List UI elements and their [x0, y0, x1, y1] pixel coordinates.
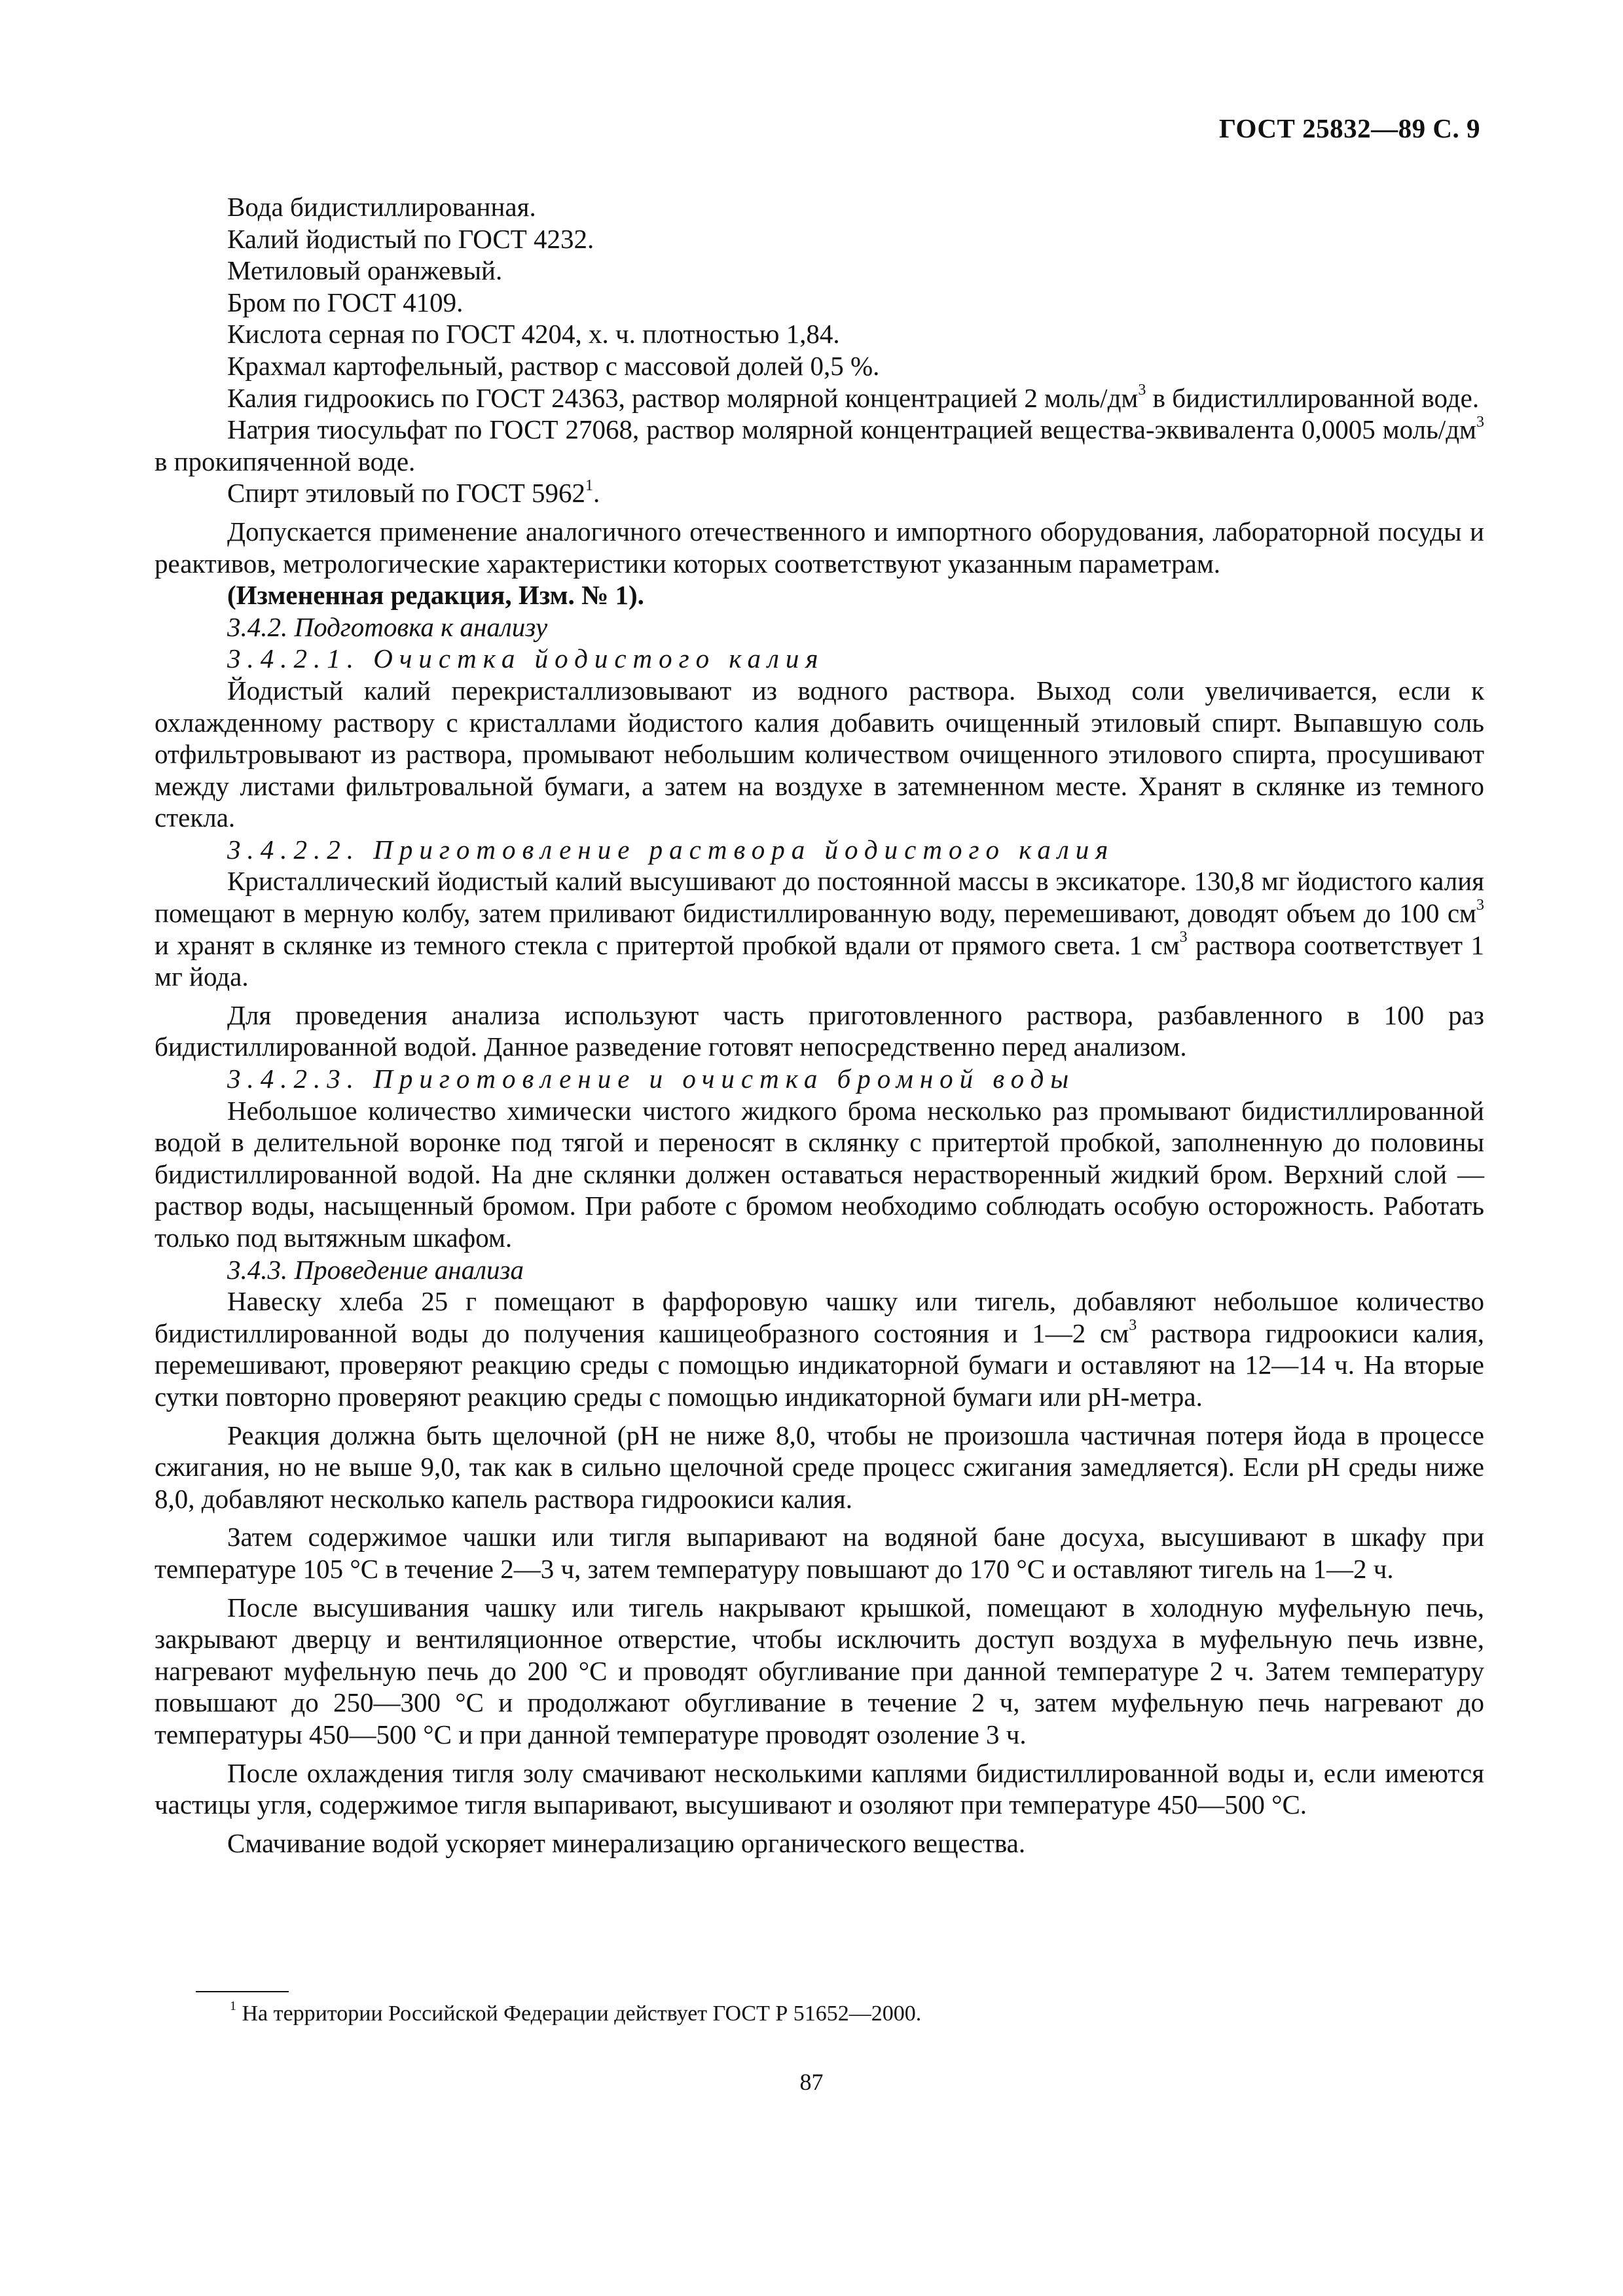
paragraph: Допускается применение аналогичного отечественного и импортного оборудования, лабораторной посуды и реактивов, метрологические характеристики которых соответствуют указанным параметрам. — [155, 516, 1484, 579]
reagent-item: Крахмал картофельный, раствор с массовой долей 0,5 %. — [227, 350, 880, 381]
subsection-heading: 3.4.2.1. Очистка йодистого калия — [227, 643, 825, 674]
footnote: $^1$ На территории Российской Федерации действует ГОСТ Р 51652—2000. — [230, 1998, 922, 2026]
paragraph: Для проведения анализа используют часть приготовленного раствора, разбавленного в 100 раз бидистиллированной водой. Данное разведение готовят непосредственно перед анализом. — [155, 999, 1484, 1062]
reagent-item: Натрия тиосульфат по ГОСТ 27068, раствор молярной концентрацией вещества-эквивалента 0,0005 моль/$дм^3$ в прокипяченной воде. — [155, 413, 1484, 476]
footnote-divider — [196, 1991, 289, 1992]
reagent-item: Спирт этиловый по ГОСТ 5962$^1$. — [227, 476, 600, 509]
page-header: ГОСТ 25832—89 С. 9 — [1218, 113, 1480, 143]
reagent-item: Кислота серная по ГОСТ 4204, х. ч. плотностью 1,84. — [227, 319, 840, 350]
amendment-note: (Измененная редакция, Изм. № 1). — [227, 580, 644, 611]
reagent-item: Метиловый оранжевый. — [227, 255, 503, 286]
section-heading: 3.4.2. Подготовка к анализу — [227, 611, 548, 642]
paragraph: После охлаждения тигля золу смачивают несколькими каплями бидистиллированной воды и, если имеются частицы угля, содержимое тигля выпаривают, высушивают и озоляют при температуре 450—500 °С. — [155, 1757, 1484, 1820]
paragraph: Небольшое количество химически чистого жидкого брома несколько раз промывают бидистиллированной водой в делительной воронке под тягой и переносят в склянку с притертой пробкой, заполненную до половины бидистиллированной водой. На дне склянки должен оставаться нерастворенный жидкий бром. Верхний слой — раствор воды, насыщенный бромом. При работе с бромом необходимо соблюдать особую осторожность. Работать только под вытяжным шкафом. — [155, 1095, 1484, 1253]
reagent-item: Калий йодистый по ГОСТ 4232. — [227, 223, 594, 254]
paragraph: Затем содержимое чашки или тигля выпаривают на водяной бане досуха, высушивают в шкафу при температуре 105 °С в течение 2—3 ч, затем температуру повышают до 170 °С и оставляют тигель на 1—2 ч. — [155, 1522, 1484, 1584]
paragraph: Йодистый калий перекристаллизовывают из водного раствора. Выход соли увеличивается, если к охлажденному раствору с кристаллами йодистого калия добавить очищенный этиловый спирт. Выпавшую соль отфильтровывают из раствора, промывают небольшим количеством очищенного этилового спирта, просушивают между листами фильтровальной бумаги, а затем на воздухе в затемненном месте. Хранят в склянке из темного стекла. — [155, 675, 1484, 833]
subsection-heading: 3.4.2.3. Приготовление и очистка бромной воды — [227, 1064, 1076, 1094]
paragraph: Кристаллический йодистый калий высушивают до постоянной массы в эксикаторе. 130,8 мг йодистого калия помещают в мерную колбу, затем приливают бидистиллированную воду, перемешивают, доводят объем до 100 $см^3$ и хранят в склянке из темного стекла с притертой пробкой вдали от прямого света. 1 $см^3$ раствора соответствует 1 мг йода. — [155, 866, 1484, 992]
paragraph: Навеску хлеба 25 г помещают в фарфоровую чашку или тигель, добавляют небольшое количество бидистиллированной воды до получения кашицеобразного состояния и 1—2 $см^3$ раствора гидроокиси калия, перемешивают, проверяют реакцию среды с помощью индикаторной бумаги и оставляют на 12—14 ч. На вторые сутки повторно проверяют реакцию среды с помощью индикаторной бумаги или pH-метра. — [155, 1286, 1484, 1412]
reagent-item: Калия гидроокись по ГОСТ 24363, раствор молярной концентрацией 2 моль/$дм^3$ в бидистиллированной воде. — [227, 381, 1480, 413]
section-heading: 3.4.3. Проведение анализа — [227, 1254, 524, 1285]
reagent-item: Вода бидистиллированная. — [227, 192, 536, 222]
paragraph: После высушивания чашку или тигель накрывают крышкой, помещают в холодную муфельную печь, закрывают дверцу и вентиляционное отверстие, чтобы исключить доступ воздуха в муфельную печь извне, нагревают муфельную печь до 200 °С и проводят обугливание при данной температуре 2 ч. Затем температуру повышают до 250—300 °С и продолжают обугливание в течение 2 ч, затем муфельную печь нагревают до температуры 450—500 °С и при данной температуре проводят озоление 3 ч. — [155, 1592, 1484, 1749]
paragraph: Смачивание водой ускоряет минерализацию органического вещества. — [227, 1827, 1026, 1858]
reagent-item: Бром по ГОСТ 4109. — [227, 287, 464, 317]
paragraph: Реакция должна быть щелочной (pH не ниже 8,0, чтобы не произошла частичная потеря йода в процессе сжигания, но не выше 9,0, так как в сильно щелочной среде процесс сжигания замедляется). Если pH среды ниже 8,0, добавляют несколько капель раствора гидроокиси калия. — [155, 1420, 1484, 1514]
body-text — [155, 191, 1484, 1859]
page-number: 87 — [799, 2069, 824, 2095]
subsection-heading: 3.4.2.2. Приготовление раствора йодистого калия — [227, 834, 1115, 865]
